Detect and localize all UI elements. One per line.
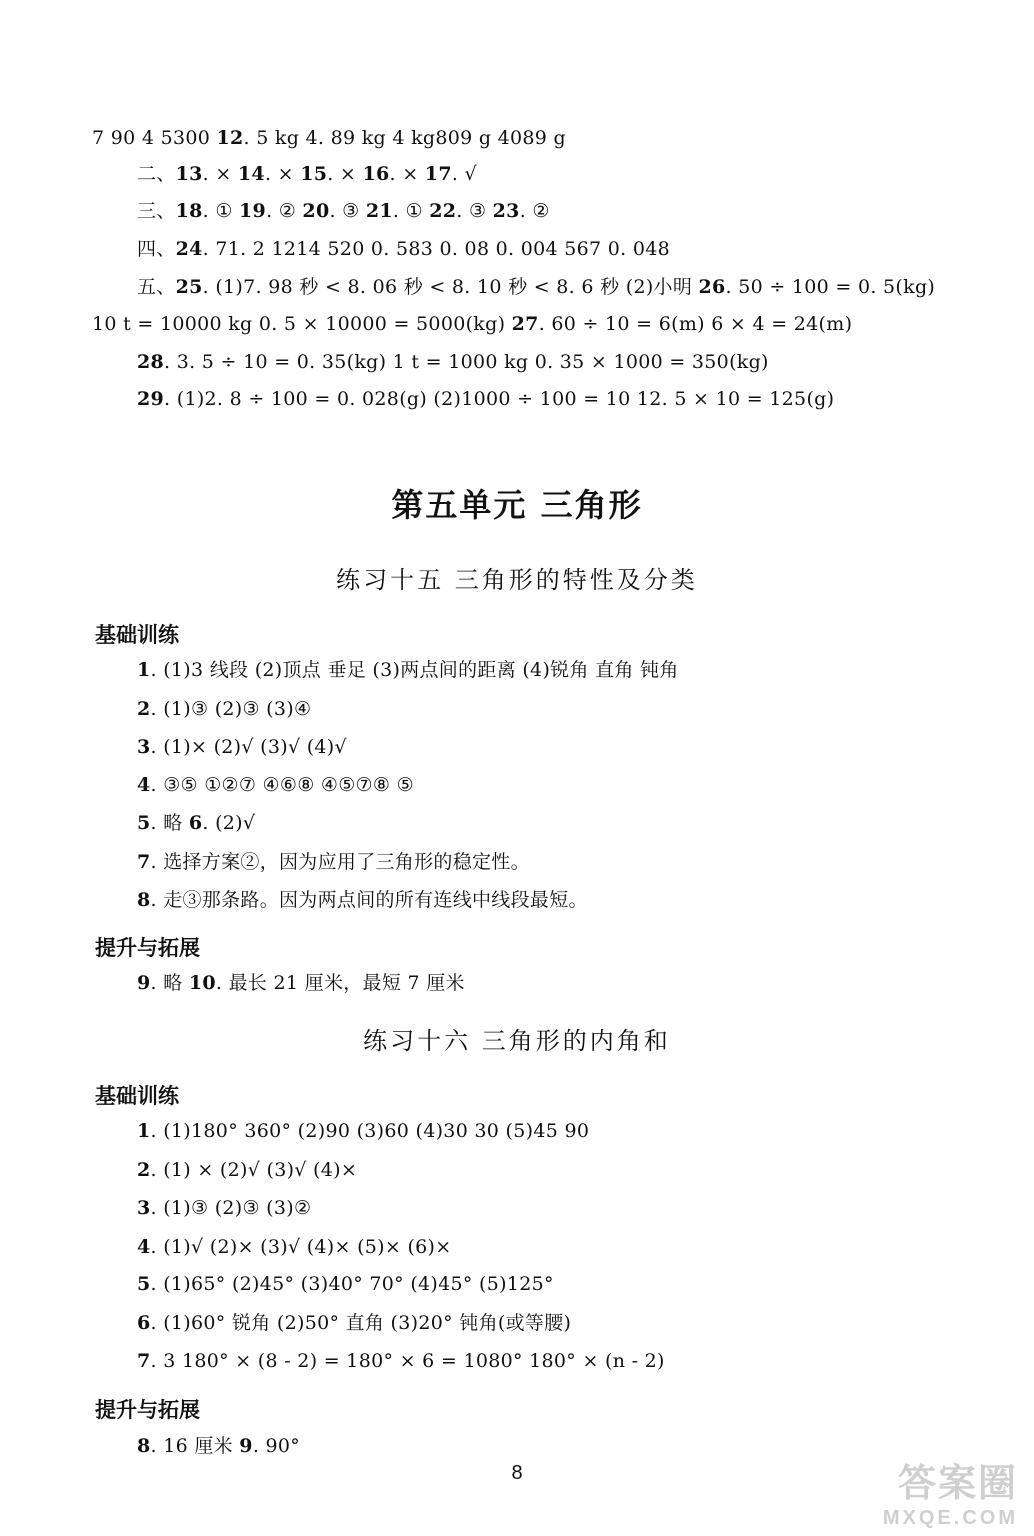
answer-line-top-8: 29. (1)2. 8 ÷ 100 = 0. 028(g) (2)1000 ÷ 100 = 10 12. 5 × 10 = 125(g) <box>137 388 835 410</box>
exercise-15-title: 练习十五 三角形的特性及分类 <box>336 566 698 594</box>
ex16-answer-1: 1. (1)180° 360° (2)90 (3)60 (4)30 30 (5)45 90 <box>137 1120 590 1142</box>
answer-line-top-4: 四、24. 71. 2 1214 520 0. 583 0. 08 0. 004 567 0. 048 <box>137 238 670 260</box>
ex15-basic-heading: 基础训练 <box>95 623 179 647</box>
ex16-answer-8-9: 8. 16 厘米 9. 90° <box>137 1435 301 1457</box>
ex15-answer-5-6: 5. 略 6. (2)√ <box>137 812 256 834</box>
answer-line-top-2: 二、13. × 14. × 15. × 16. × 17. √ <box>137 163 477 185</box>
ex16-extension-heading: 提升与拓展 <box>95 1398 200 1422</box>
answer-line-top-6: 10 t = 10000 kg 0. 5 × 10000 = 5000(kg) 27. 60 ÷ 10 = 6(m) 6 × 4 = 24(m) <box>92 313 853 335</box>
answer-line-top-1: 7 90 4 5300 12. 5 kg 4. 89 kg 4 kg809 g 4089 g <box>92 127 567 149</box>
exercise-16-title: 练习十六 三角形的内角和 <box>363 1027 671 1055</box>
ex16-answer-4: 4. (1)√ (2)× (3)√ (4)× (5)× (6)× <box>137 1236 452 1258</box>
ex16-answer-2: 2. (1) × (2)√ (3)√ (4)× <box>137 1159 358 1181</box>
answer-line-top-5: 五、25. (1)7. 98 秒 < 8. 06 秒 < 8. 10 秒 < 8. 6 秒 (2)小明 26. 50 ÷ 100 = 0. 5(kg) <box>137 276 936 298</box>
ex16-answer-6: 6. (1)60° 锐角 (2)50° 直角 (3)20° 钝角(或等腰) <box>137 1312 572 1334</box>
watermark-url: MXQE.COM <box>882 1507 1018 1529</box>
unit-title: 第五单元 三角形 <box>391 486 643 524</box>
ex16-answer-7: 7. 3 180° × (8 - 2) = 180° × 6 = 1080° 180° × (n - 2) <box>137 1350 665 1372</box>
ex15-answer-7: 7. 选择方案②，因为应用了三角形的稳定性。 <box>137 851 530 873</box>
watermark-logo <box>883 1452 1018 1530</box>
ex15-answer-4: 4. ③⑤ ①②⑦ ④⑥⑧ ④⑤⑦⑧ ⑤ <box>137 774 414 796</box>
ex15-answer-3: 3. (1)× (2)√ (3)√ (4)√ <box>137 736 347 758</box>
watermark-text: 答案圈 <box>897 1463 1018 1505</box>
ex16-answer-3: 3. (1)③ (2)③ (3)② <box>137 1197 312 1219</box>
ex16-basic-heading: 基础训练 <box>95 1084 179 1108</box>
answer-line-top-3: 三、18. ① 19. ② 20. ③ 21. ① 22. ③ 23. ② <box>137 200 550 222</box>
ex15-answer-8: 8. 走③那条路。因为两点间的所有连线中线段最短。 <box>137 889 588 911</box>
ex15-extension-heading: 提升与拓展 <box>95 936 200 960</box>
page-number: 8 <box>511 1462 523 1484</box>
ex15-answer-9-10: 9. 略 10. 最长 21 厘米，最短 7 厘米 <box>137 972 465 994</box>
ex15-answer-2: 2. (1)③ (2)③ (3)④ <box>137 698 312 720</box>
ex15-answer-1: 1. (1)3 线段 (2)顶点 垂足 (3)两点间的距离 (4)锐角 直角 钝角 <box>137 659 679 681</box>
ex16-answer-5: 5. (1)65° (2)45° (3)40° 70° (4)45° (5)125° <box>137 1273 554 1295</box>
answer-line-top-7: 28. 3. 5 ÷ 10 = 0. 35(kg) 1 t = 1000 kg 0. 35 × 1000 = 350(kg) <box>137 351 769 373</box>
